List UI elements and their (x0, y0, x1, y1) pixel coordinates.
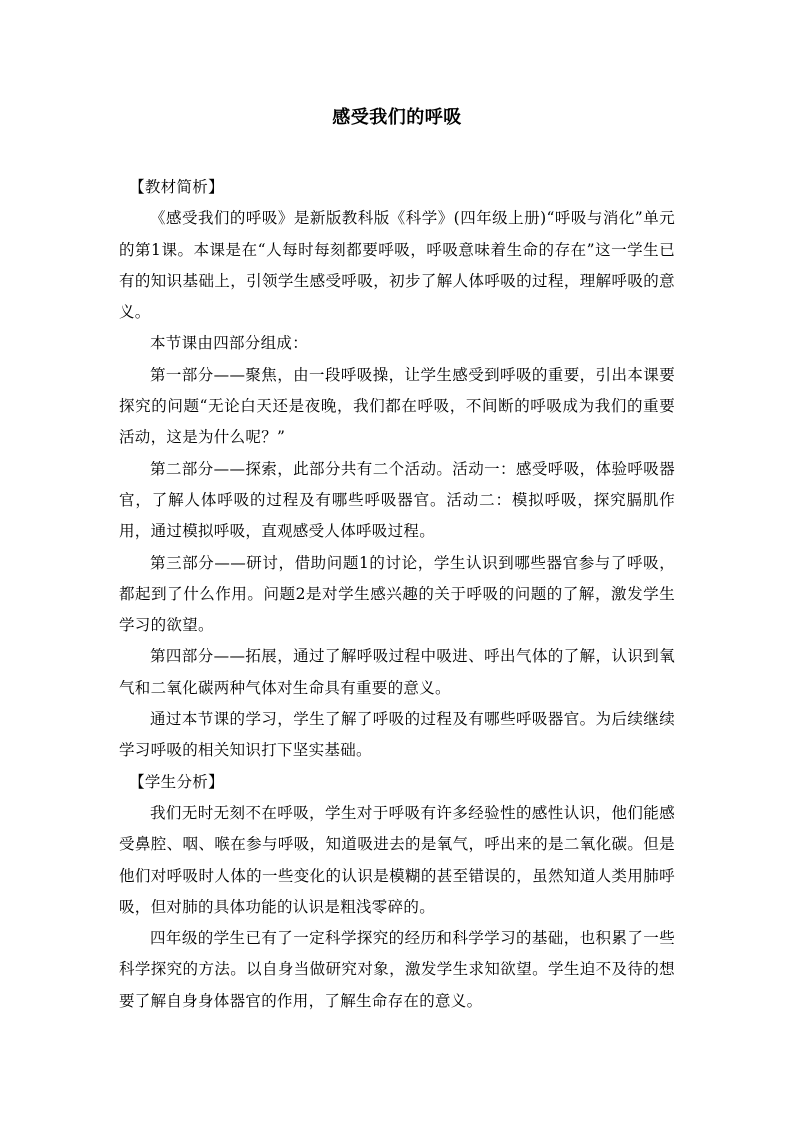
paragraph: 第三部分——研讨，借助问题1的讨论，学生认识到哪些器官参与了呼吸，都起到了什么作用。问题2是对学生感兴趣的关于呼吸的问题的了解，激发学生学习的欲望。 (119, 553, 675, 635)
paragraph: 《感受我们的呼吸》是新版教科版《科学》(四年级上册)“呼吸与消化”单元的第1课。本课是在“人每时每刻都要呼吸，呼吸意味着生命的存在”这一学生已有的知识基础上，引领学生感受呼吸，初步了解人体呼吸的过程，理解呼吸的意义。 (119, 209, 675, 322)
paragraph: 本节课由四部分组成： (150, 334, 309, 353)
paragraph: 通过本节课的学习，学生了解了呼吸的过程及有哪些呼吸器官。为后续继续学习呼吸的相关知识打下坚实基础。 (119, 710, 675, 760)
section-heading-textbook-analysis: 【教材简析】 (129, 178, 224, 196)
paragraph: 我们无时无刻不在呼吸，学生对于呼吸有许多经验性的感性认识，他们能感受鼻腔、咽、喉在参与呼吸，知道吸进去的是氧气，呼出来的是二氧化碳。但是他们对呼吸时人体的一些变化的认识是模糊的甚至错误的，虽然知道人类用肺呼吸，但对肺的具体功能的认识是粗浅零碎的。 (119, 803, 675, 916)
document-body (119, 172, 675, 1017)
paragraph: 第一部分——聚焦，由一段呼吸操，让学生感受到呼吸的重要，引出本课要探究的问题“无论白天还是夜晚，我们都在呼吸，不间断的呼吸成为我们的重要活动，这是为什么呢？” (119, 365, 675, 447)
section-heading-student-analysis: 【学生分析】 (129, 772, 224, 791)
paragraph: 第四部分——拓展，通过了解呼吸过程中吸进、呼出气体的了解，认识到氧气和二氧化碳两种气体对生命具有重要的意义。 (119, 647, 675, 697)
paragraph: 第二部分——探索，此部分共有二个活动。活动一：感受呼吸，体验呼吸器官，了解人体呼吸的过程及有哪些呼吸器官。活动二：模拟呼吸，探究膈肌作用，通过模拟呼吸，直观感受人体呼吸过程。 (119, 459, 675, 541)
document-title: 感受我们的呼吸 (332, 107, 462, 128)
paragraph: 四年级的学生已有了一定科学探究的经历和科学学习的基础，也积累了一些科学探究的方法。以自身当做研究对象，激发学生求知欲望。学生迫不及待的想要了解自身身体器官的作用，了解生命存在的意义。 (119, 929, 675, 1010)
